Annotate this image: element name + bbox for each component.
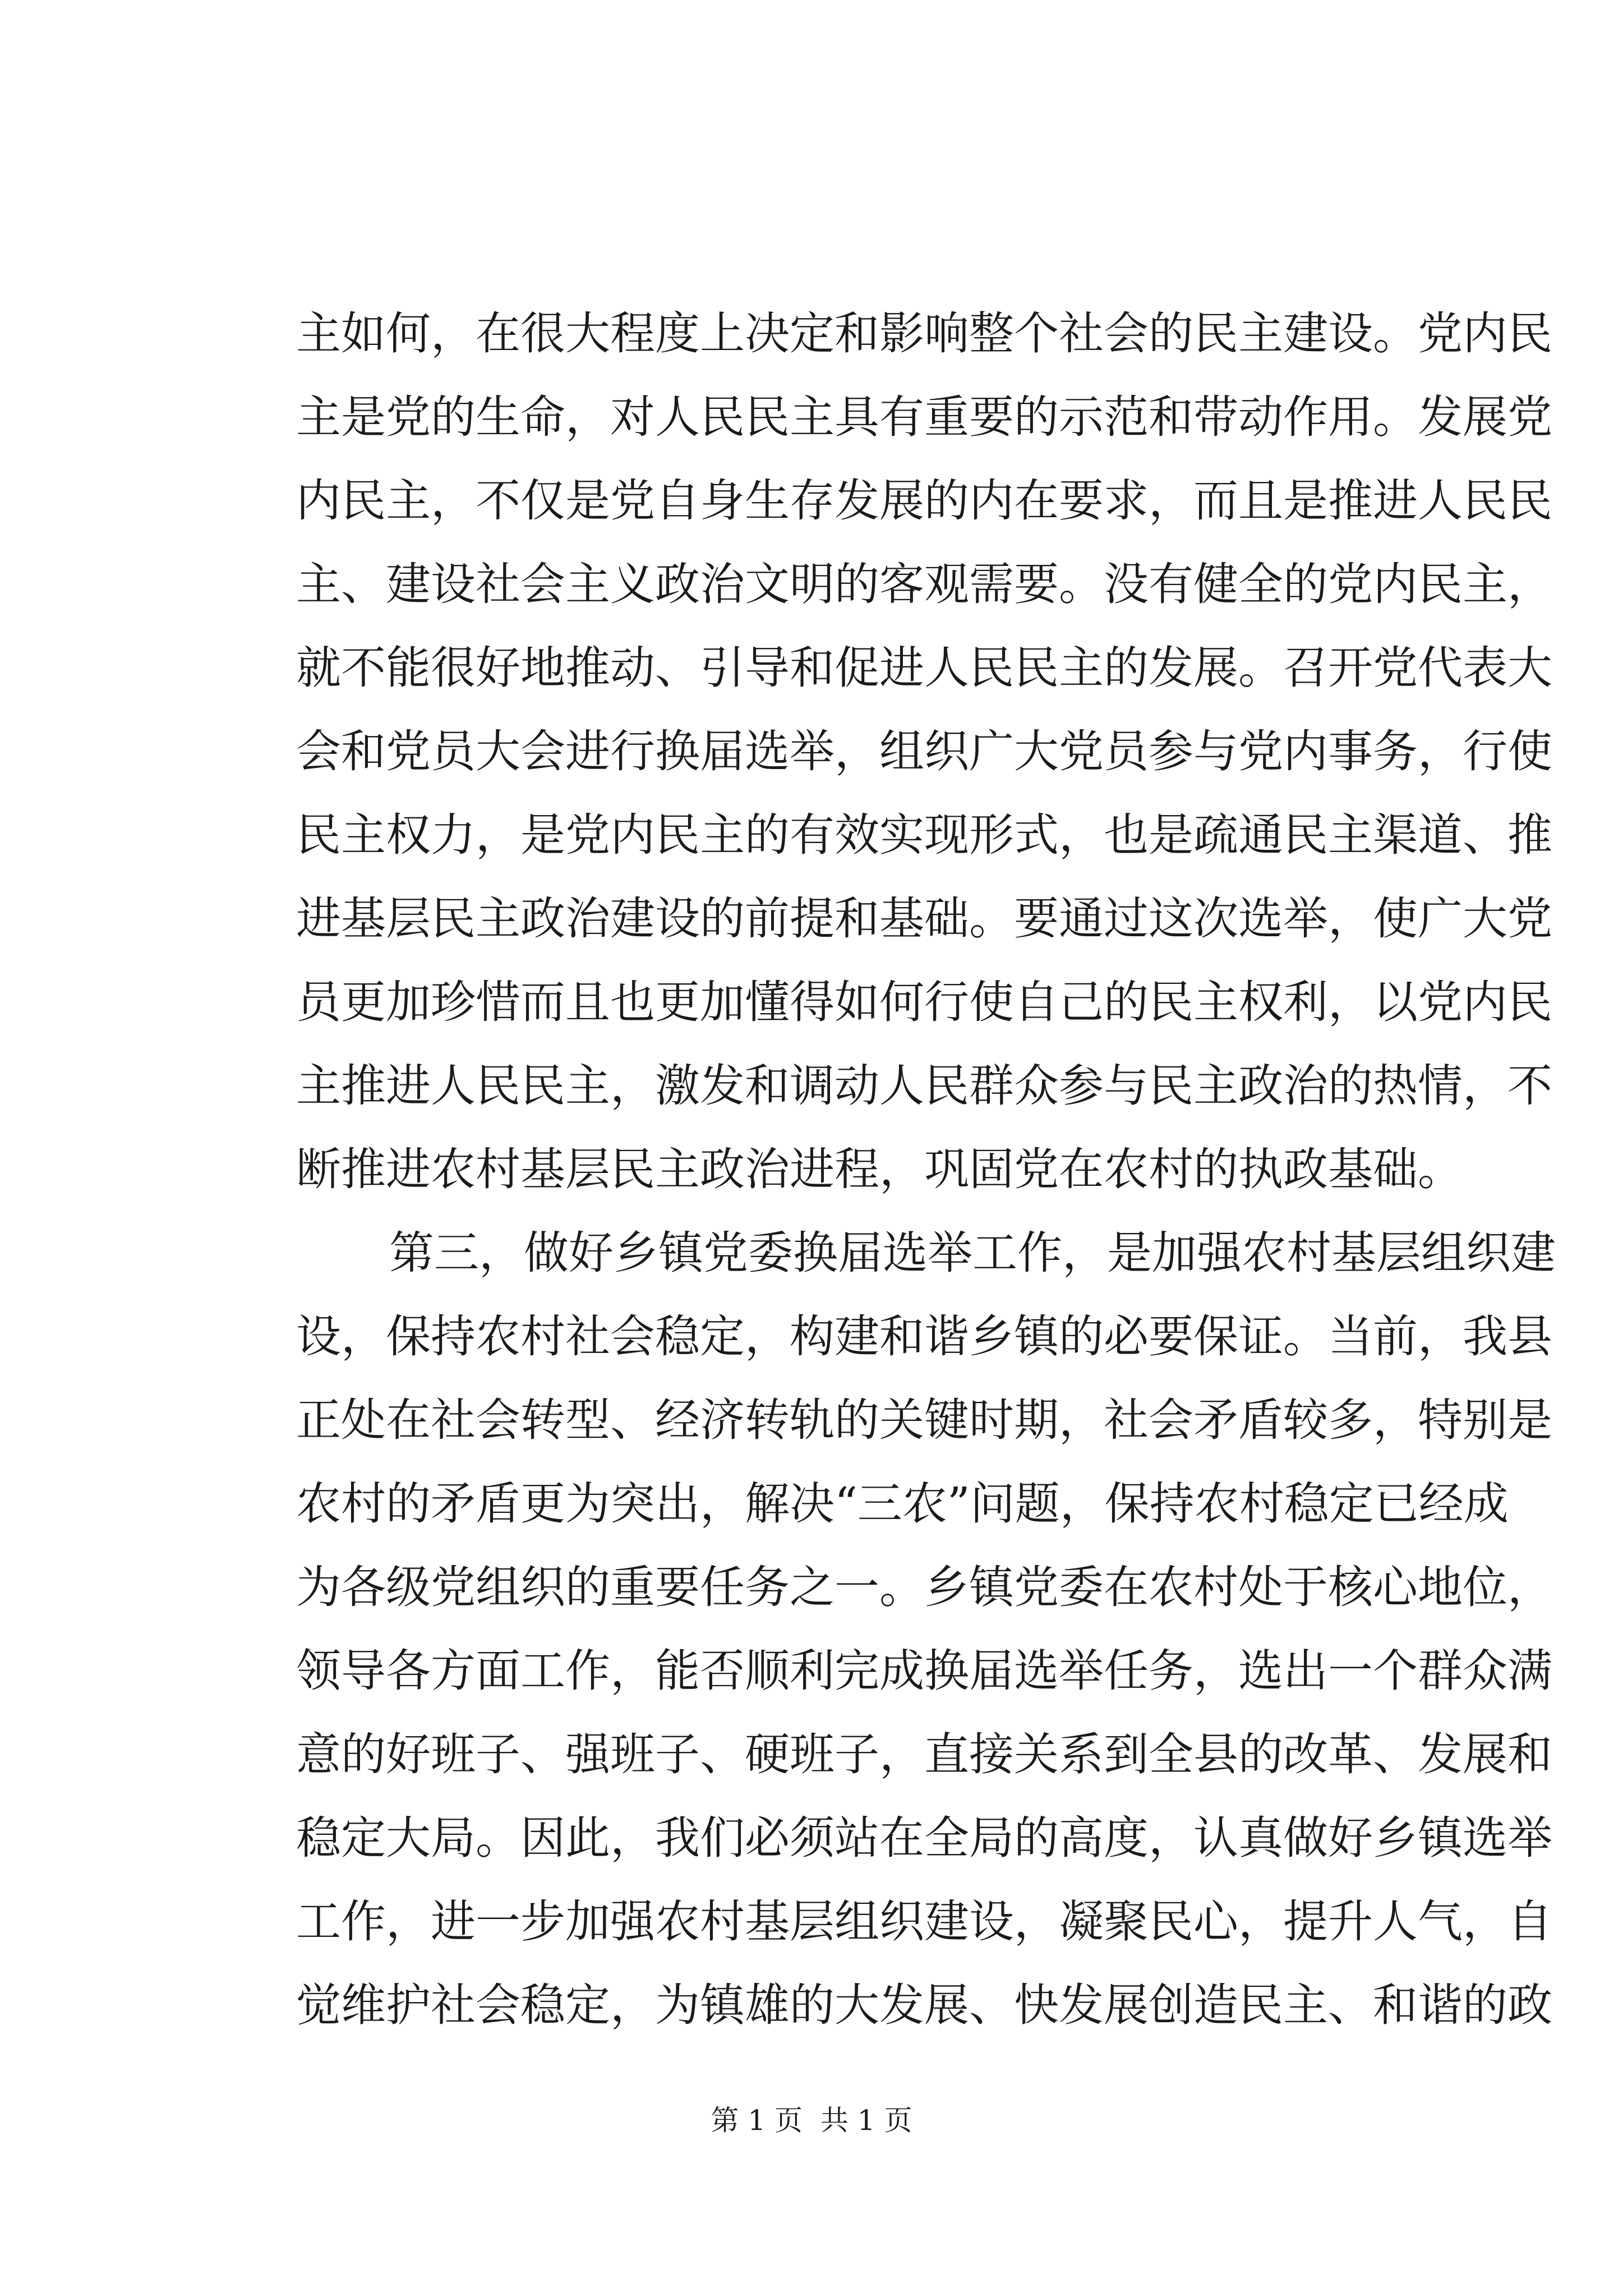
text-line: 设，保持农村社会稳定，构建和谐乡镇的必要保证。当前，我县 bbox=[296, 1310, 1552, 1363]
text-line: 工作，进一步加强农村基层组织建设，凝聚民心，提升人气，自 bbox=[296, 1895, 1552, 1948]
text-line: 民主权力，是党内民主的有效实现形式，也是疏通民主渠道、推 bbox=[296, 809, 1552, 861]
text-line: 稳定大局。因此，我们必须站在全局的高度，认真做好乡镇选举 bbox=[296, 1812, 1552, 1864]
text-line: 主、建设社会主义政治文明的客观需要。没有健全的党内民主， bbox=[296, 558, 1552, 610]
text-line: 正处在社会转型、经济转轨的关键时期，社会矛盾较多，特别是 bbox=[296, 1394, 1552, 1446]
text-line: 主如何，在很大程度上决定和影响整个社会的民主建设。党内民 bbox=[296, 307, 1552, 360]
text-line: 为各级党组织的重要任务之一。乡镇党委在农村处于核心地位， bbox=[296, 1561, 1552, 1613]
body-text bbox=[296, 292, 1556, 2047]
text-line: 主是党的生命，对人民民主具有重要的示范和带动作用。发展党 bbox=[296, 391, 1552, 443]
text-line: 农村的矛盾更为突出，解决“三农”问题，保持农村稳定已经成 bbox=[296, 1478, 1509, 1530]
text-line: 断推进农村基层民主政治进程，巩固党在农村的执政基础。 bbox=[296, 1143, 1463, 1195]
text-line: 员更加珍惜而且也更加懂得如何行使自己的民主权利，以党内民 bbox=[296, 976, 1552, 1028]
text-line: 意的好班子、强班子、硬班子，直接关系到全县的改革、发展和 bbox=[296, 1728, 1552, 1780]
text-line: 第三，做好乡镇党委换届选举工作，是加强农村基层组织建 bbox=[389, 1227, 1556, 1279]
text-line: 就不能很好地推动、引导和促进人民民主的发展。召开党代表大 bbox=[296, 642, 1552, 694]
text-line: 主推进人民民主，激发和调动人民群众参与民主政治的热情，不 bbox=[296, 1060, 1552, 1112]
text-line: 觉维护社会稳定，为镇雄的大发展、快发展创造民主、和谐的政 bbox=[296, 1979, 1552, 2031]
text-line: 进基层民主政治建设的前提和基础。要通过这次选举，使广大党 bbox=[296, 892, 1552, 945]
paragraph-1 bbox=[296, 292, 1552, 1211]
text-line: 内民主，不仅是党自身生存发展的内在要求，而且是推进人民民 bbox=[296, 475, 1552, 527]
text-line: 领导各方面工作，能否顺利完成换届选举任务，选出一个群众满 bbox=[296, 1645, 1552, 1697]
paragraph-2 bbox=[296, 1211, 1556, 2047]
text-line: 会和党员大会进行换届选举，组织广大党员参与党内事务，行使 bbox=[296, 725, 1552, 777]
page-footer: 第 1 页 共 1 页 bbox=[711, 2104, 912, 2137]
